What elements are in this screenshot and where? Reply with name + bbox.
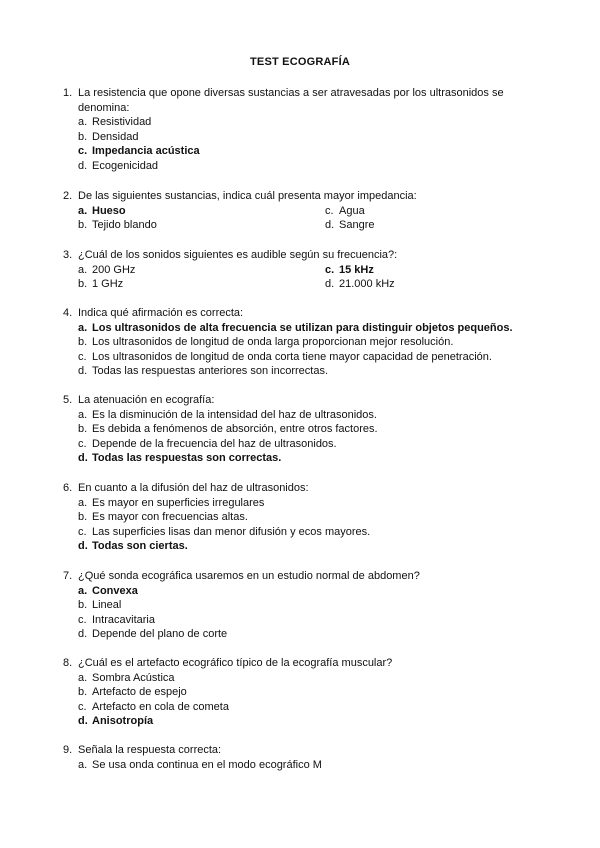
question-number: 2. [63, 190, 73, 202]
option-label: b. [78, 686, 88, 699]
option-item [78, 685, 543, 700]
option-label: d. [78, 628, 88, 641]
option-label: a. [78, 584, 88, 597]
option-label: b. [78, 336, 88, 349]
option-label: a. [78, 496, 88, 509]
option-text: Hueso [92, 204, 126, 217]
option-text: Tejido blando [92, 219, 157, 232]
option-text: Impedancia acústica [92, 145, 200, 158]
question-1 [63, 86, 543, 174]
option-item [78, 598, 543, 613]
option-item [78, 525, 543, 540]
option-item [78, 510, 543, 525]
option-label: b. [78, 130, 88, 143]
option-text: Es debida a fenómenos de absorción, entre otros factores. [92, 423, 378, 436]
question-4 [63, 306, 543, 379]
option-item [78, 496, 543, 511]
option-text: Los ultrasonidos de longitud de onda larga proporcionan mejor resolución. [92, 336, 454, 349]
option-text: 200 GHz [92, 263, 136, 276]
option-text: Es mayor con frecuencias altas. [92, 511, 248, 524]
question-9 [63, 743, 543, 772]
option-item [325, 204, 525, 219]
option-text: Artefacto de espejo [92, 686, 187, 699]
option-item [78, 335, 543, 350]
option-text: Depende de la frecuencia del haz de ultrasonidos. [92, 437, 337, 450]
correct-option [78, 584, 543, 599]
option-item [78, 159, 543, 174]
question-8 [63, 656, 543, 729]
option-label: c. [78, 437, 87, 450]
question-2 [63, 189, 543, 233]
option-item [78, 758, 543, 773]
option-label: a. [78, 204, 88, 217]
question-text: ¿Cuál de los sonidos siguientes es audible según su frecuencia?: [78, 249, 398, 261]
question-number: 4. [63, 307, 73, 319]
question-text: ¿Cuál es el artefacto ecográfico típico de la ecografía muscular? [78, 657, 393, 669]
option-label: d. [78, 452, 88, 465]
question-number: 8. [63, 657, 73, 669]
option-text: Todas las respuestas anteriores son incorrectas. [92, 365, 329, 378]
correct-option [78, 539, 543, 554]
option-text: Lineal [92, 599, 122, 612]
option-label: d. [78, 540, 88, 553]
option-text: Se usa onda continua en el modo ecográfico M [92, 758, 322, 771]
option-item [78, 671, 543, 686]
correct-option [78, 204, 325, 219]
option-text: 15 kHz [339, 263, 374, 276]
question-5 [63, 393, 543, 466]
option-text: Agua [339, 204, 365, 217]
option-item [78, 277, 325, 292]
question-text: La atenuación en ecografía: [78, 394, 215, 406]
option-label: b. [78, 599, 88, 612]
option-label: c. [78, 700, 87, 713]
correct-option [325, 263, 525, 278]
option-label: b. [78, 219, 88, 232]
option-item [78, 364, 543, 379]
option-label: d. [78, 715, 88, 728]
question-text: En cuanto a la difusión del haz de ultrasonidos: [78, 482, 309, 494]
option-text: Sangre [339, 219, 375, 232]
page-title: TEST ECOGRAFÍA [250, 56, 350, 68]
correct-option [78, 321, 543, 336]
option-item [78, 115, 543, 130]
question-number: 5. [63, 394, 73, 406]
correct-option [78, 714, 543, 729]
option-label: a. [78, 263, 88, 276]
option-text: Intracavitaria [92, 613, 155, 626]
question-number: 9. [63, 744, 73, 756]
option-text: Artefacto en cola de cometa [92, 700, 229, 713]
option-text: Depende del plano de corte [92, 628, 228, 641]
option-text: Ecogenicidad [92, 159, 159, 172]
option-item [78, 700, 543, 715]
option-text: Sombra Acústica [92, 671, 175, 684]
option-label: c. [78, 145, 88, 158]
option-item [78, 422, 543, 437]
option-item [78, 408, 543, 423]
option-item [78, 218, 325, 233]
correct-option [78, 451, 543, 466]
option-label: b. [78, 423, 88, 436]
question-text: La resistencia que opone diversas sustancias a ser atravesadas por los ultrasonidos se denomina: [78, 87, 504, 114]
option-text: Resistividad [92, 116, 152, 129]
option-text: Densidad [92, 130, 139, 143]
option-item [78, 350, 543, 365]
option-text: Anisotropía [92, 715, 154, 728]
option-label: a. [78, 408, 88, 421]
option-text: Los ultrasonidos de alta frecuencia se utilizan para distinguir objetos pequeños. [92, 321, 513, 334]
question-7 [63, 569, 543, 642]
option-item [78, 437, 543, 452]
option-item [78, 627, 543, 642]
option-text: Todas son ciertas. [92, 540, 188, 553]
option-text: Es mayor en superficies irregulares [92, 496, 265, 509]
question-text: De las siguientes sustancias, indica cuál presenta mayor impedancia: [78, 190, 417, 202]
question-number: 7. [63, 570, 73, 582]
option-label: d. [325, 278, 335, 291]
question-text: Indica qué afirmación es correcta: [78, 307, 244, 319]
option-label: c. [78, 525, 87, 538]
option-label: b. [78, 511, 88, 524]
option-label: a. [78, 671, 88, 684]
option-label: d. [325, 219, 335, 232]
question-3 [63, 248, 543, 292]
option-label: a. [78, 321, 88, 334]
option-text: Las superficies lisas dan menor difusión y ecos mayores. [92, 525, 371, 538]
option-label: c. [78, 613, 87, 626]
option-label: b. [78, 278, 88, 291]
question-text: Señala la respuesta correcta: [78, 744, 222, 756]
option-text: Convexa [92, 584, 138, 597]
option-text: Todas las respuestas son correctas. [92, 452, 282, 465]
option-label: a. [78, 758, 88, 771]
option-item [78, 263, 325, 278]
question-number: 6. [63, 482, 73, 494]
question-number: 1. [63, 87, 73, 99]
option-item [325, 277, 525, 292]
option-item [78, 613, 543, 628]
option-text: 21.000 kHz [339, 278, 395, 291]
option-label: d. [78, 365, 88, 378]
option-text: 1 GHz [92, 278, 124, 291]
option-label: d. [78, 159, 88, 172]
option-text: Es la disminución de la intensidad del haz de ultrasonidos. [92, 408, 377, 421]
option-label: c. [78, 350, 87, 363]
correct-option [78, 144, 543, 159]
option-item [325, 218, 525, 233]
option-label: c. [325, 204, 334, 217]
question-6 [63, 481, 543, 554]
option-label: c. [325, 263, 335, 276]
question-number: 3. [63, 249, 73, 261]
option-text: Los ultrasonidos de longitud de onda corta tiene mayor capacidad de penetración. [92, 350, 492, 363]
option-label: a. [78, 116, 88, 129]
option-item [78, 130, 543, 145]
question-text: ¿Qué sonda ecográfica usaremos en un estudio normal de abdomen? [78, 570, 420, 582]
